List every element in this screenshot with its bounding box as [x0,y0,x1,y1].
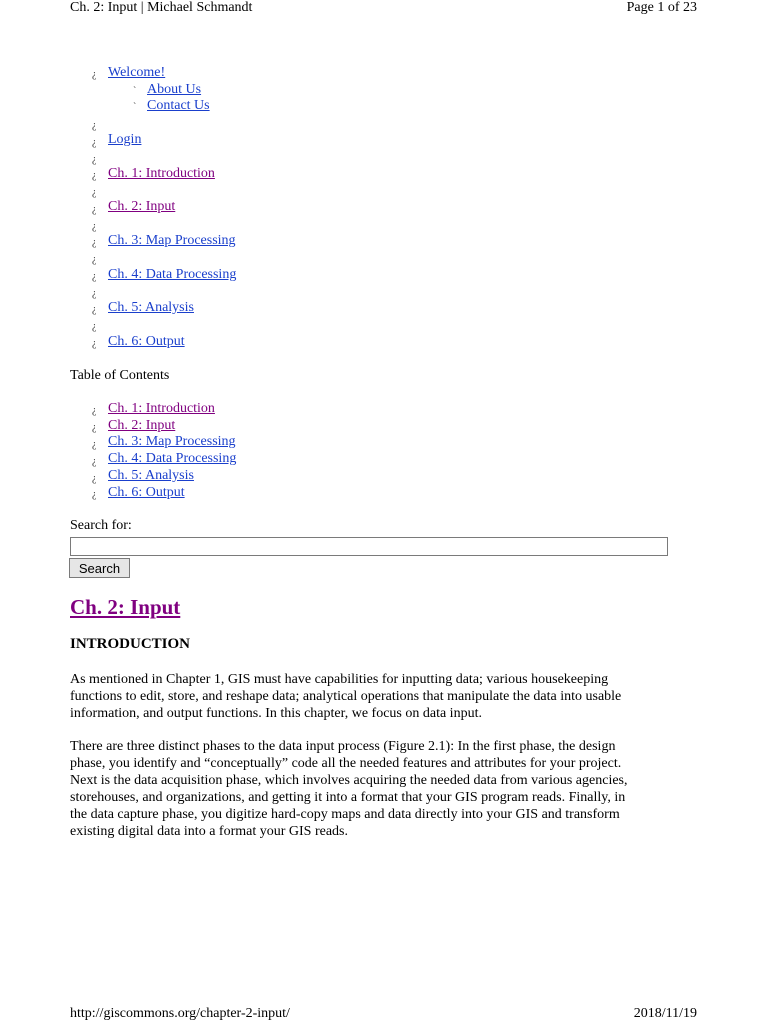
bullet-icon: ¿ [92,288,97,299]
bullet-icon: ¿ [92,254,97,265]
bullet-icon: ¿ [92,187,97,198]
bullet-icon: ¿ [92,237,97,248]
bullet-icon: ¿ [92,120,97,131]
bullet-icon: ¿ [92,170,97,181]
toc-ch4-link[interactable]: Ch. 4: Data Processing [108,451,237,466]
bullet-icon: ¿ [92,405,97,416]
print-footer-date: 2018/11/19 [633,1006,697,1021]
paragraph-line: existing digital data into a format your GIS reads. [70,824,348,839]
toc-ch5-link[interactable]: Ch. 5: Analysis [108,468,194,483]
search-button[interactable]: Search [69,558,130,578]
bullet-icon: ¿ [92,321,97,332]
paragraph-line: As mentioned in Chapter 1, GIS must have capabilities for inputting data; various housekeeping [70,672,609,687]
bullet-icon: ¿ [92,338,97,349]
paragraph-line: functions to edit, store, and reshape data; analytical operations that manipulate the data into usable [70,689,622,704]
search-input[interactable] [70,537,668,556]
bullet-icon: ¿ [92,154,97,165]
nav-ch6-link[interactable]: Ch. 6: Output [108,334,185,349]
bullet-icon: ¿ [92,489,97,500]
nav-ch3-link[interactable]: Ch. 3: Map Processing [108,233,236,248]
paragraph-line: storehouses, and organizations, and getting it into a format that your GIS program reads. Finally, in [70,790,626,805]
toc-heading: Table of Contents [70,368,170,383]
toc-ch1-link[interactable]: Ch. 1: Introduction [108,401,215,416]
toc-ch3-link[interactable]: Ch. 3: Map Processing [108,434,236,449]
paragraph-intro [70,671,710,722]
bullet-icon: ¿ [92,439,97,450]
paragraph-phases [70,738,710,840]
nav-ch5-link[interactable]: Ch. 5: Analysis [108,300,194,315]
nav-ch1-link[interactable]: Ch. 1: Introduction [108,166,215,181]
paragraph-line: phase, you identify and “conceptually” code all the needed features and attributes for your project. [70,756,622,771]
paragraph-line: Next is the data acquisition phase, which involves acquiring the needed data from various agencies, [70,773,628,788]
nav-ch2-link[interactable]: Ch. 2: Input [108,199,176,214]
sub-bullet-icon: ` [133,86,137,97]
nav-login-link[interactable]: Login [108,132,142,147]
print-header-title: Ch. 2: Input | Michael Schmandt [70,0,253,15]
page-title[interactable]: Ch. 2: Input [70,595,181,619]
bullet-icon: ¿ [92,304,97,315]
section-heading: INTRODUCTION [70,636,191,652]
search-label: Search for: [70,518,132,533]
bullet-icon: ¿ [92,137,97,148]
paragraph-line: There are three distinct phases to the data input process (Figure 2.1): In the first phase, the design [70,739,616,754]
print-page-indicator: Page 1 of 23 [626,0,697,15]
nav-welcome-link[interactable]: Welcome! [108,65,166,80]
nav-contact-link[interactable]: Contact Us [147,98,210,113]
paragraph-line: the data capture phase, you digitize hard-copy maps and data directly into your GIS and transform [70,807,620,822]
bullet-icon: ¿ [92,69,97,80]
bullet-icon: ¿ [92,204,97,215]
paragraph-line: information, and output functions. In this chapter, we focus on data input. [70,706,482,721]
sub-bullet-icon: ` [133,102,137,113]
nav-about-link[interactable]: About Us [147,82,202,97]
toc-ch2-link[interactable]: Ch. 2: Input [108,418,176,433]
toc-ch6-link[interactable]: Ch. 6: Output [108,485,185,500]
bullet-icon: ¿ [92,422,97,433]
nav-ch4-link[interactable]: Ch. 4: Data Processing [108,267,237,282]
bullet-icon: ¿ [92,271,97,282]
bullet-icon: ¿ [92,221,97,232]
print-footer-url: http://giscommons.org/chapter-2-input/ [70,1006,290,1021]
bullet-icon: ¿ [92,456,97,467]
bullet-icon: ¿ [92,473,97,484]
